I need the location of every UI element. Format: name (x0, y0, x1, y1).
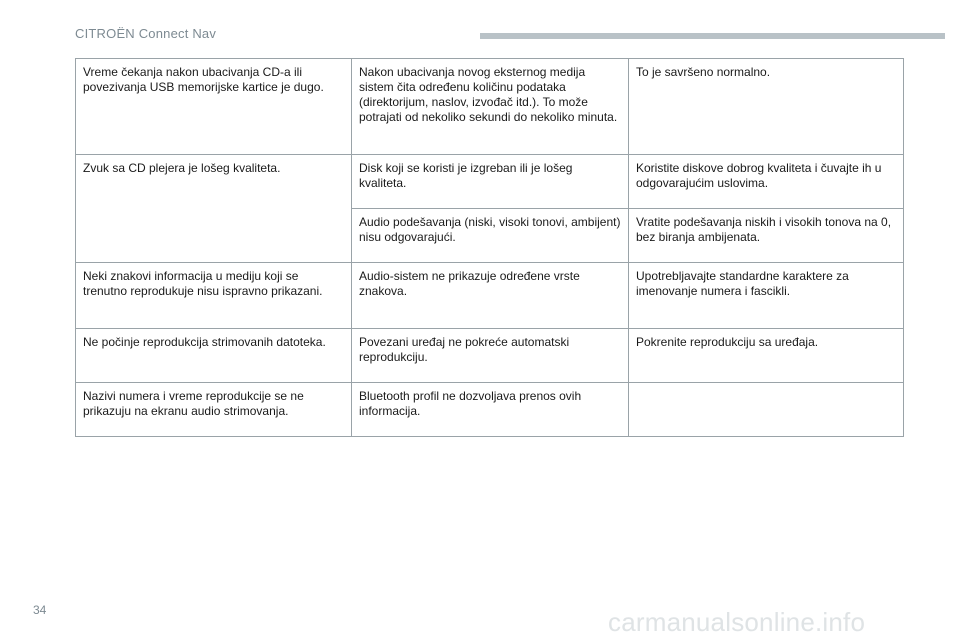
table-row (76, 329, 904, 383)
solution-cell (629, 383, 904, 437)
page-number: 34 (33, 603, 47, 617)
problem-cell: Nazivi numera i vreme reprodukcije se ne prikazuju na ekranu audio strimovanja. (76, 383, 352, 437)
document-header-title: CITROËN Connect Nav (75, 26, 217, 41)
solution-cell: Upotrebljavajte standardne karaktere za imenovanje numera i fascikli. (629, 263, 904, 329)
table-row (76, 383, 904, 437)
problem-cell: Zvuk sa CD plejera je lošeg kvaliteta. (76, 155, 352, 263)
cause-cell: Povezani uređaj ne pokreće automatski reprodukciju. (352, 329, 629, 383)
cause-cell: Bluetooth profil ne dozvoljava prenos ovih informacija. (352, 383, 629, 437)
header-divider-bar (480, 33, 945, 39)
table-row (76, 59, 904, 155)
solution-cell: Pokrenite reprodukciju sa uređaja. (629, 329, 904, 383)
problem-cell: Neki znakovi informacija u mediju koji se trenutno reprodukuje nisu ispravno prikazani. (76, 263, 352, 329)
table-row (76, 155, 904, 209)
cause-cell: Audio-sistem ne prikazuje određene vrste znakova. (352, 263, 629, 329)
cause-cell: Disk koji se koristi je izgreban ili je lošeg kvaliteta. (352, 155, 629, 209)
problem-cell: Ne počinje reprodukcija strimovanih datoteka. (76, 329, 352, 383)
solution-cell: To je savršeno normalno. (629, 59, 904, 155)
cause-cell: Audio podešavanja (niski, visoki tonovi, ambijent) nisu odgovarajući. (352, 209, 629, 263)
cause-cell: Nakon ubacivanja novog eksternog medija sistem čita određenu količinu podataka (direktorijum, naslov, izvođač itd.). To može potrajati od nekoliko sekundi do nekoliko minuta. (352, 59, 629, 155)
solution-cell: Koristite diskove dobrog kvaliteta i čuvajte ih u odgovarajućim uslovima. (629, 155, 904, 209)
troubleshooting-table (75, 58, 904, 437)
problem-cell: Vreme čekanja nakon ubacivanja CD-a ili povezivanja USB memorijske kartice je dugo. (76, 59, 352, 155)
watermark-text: carmanualsonline.info (608, 607, 866, 637)
solution-cell: Vratite podešavanja niskih i visokih tonova na 0, bez biranja ambijenata. (629, 209, 904, 263)
table-row (76, 263, 904, 329)
